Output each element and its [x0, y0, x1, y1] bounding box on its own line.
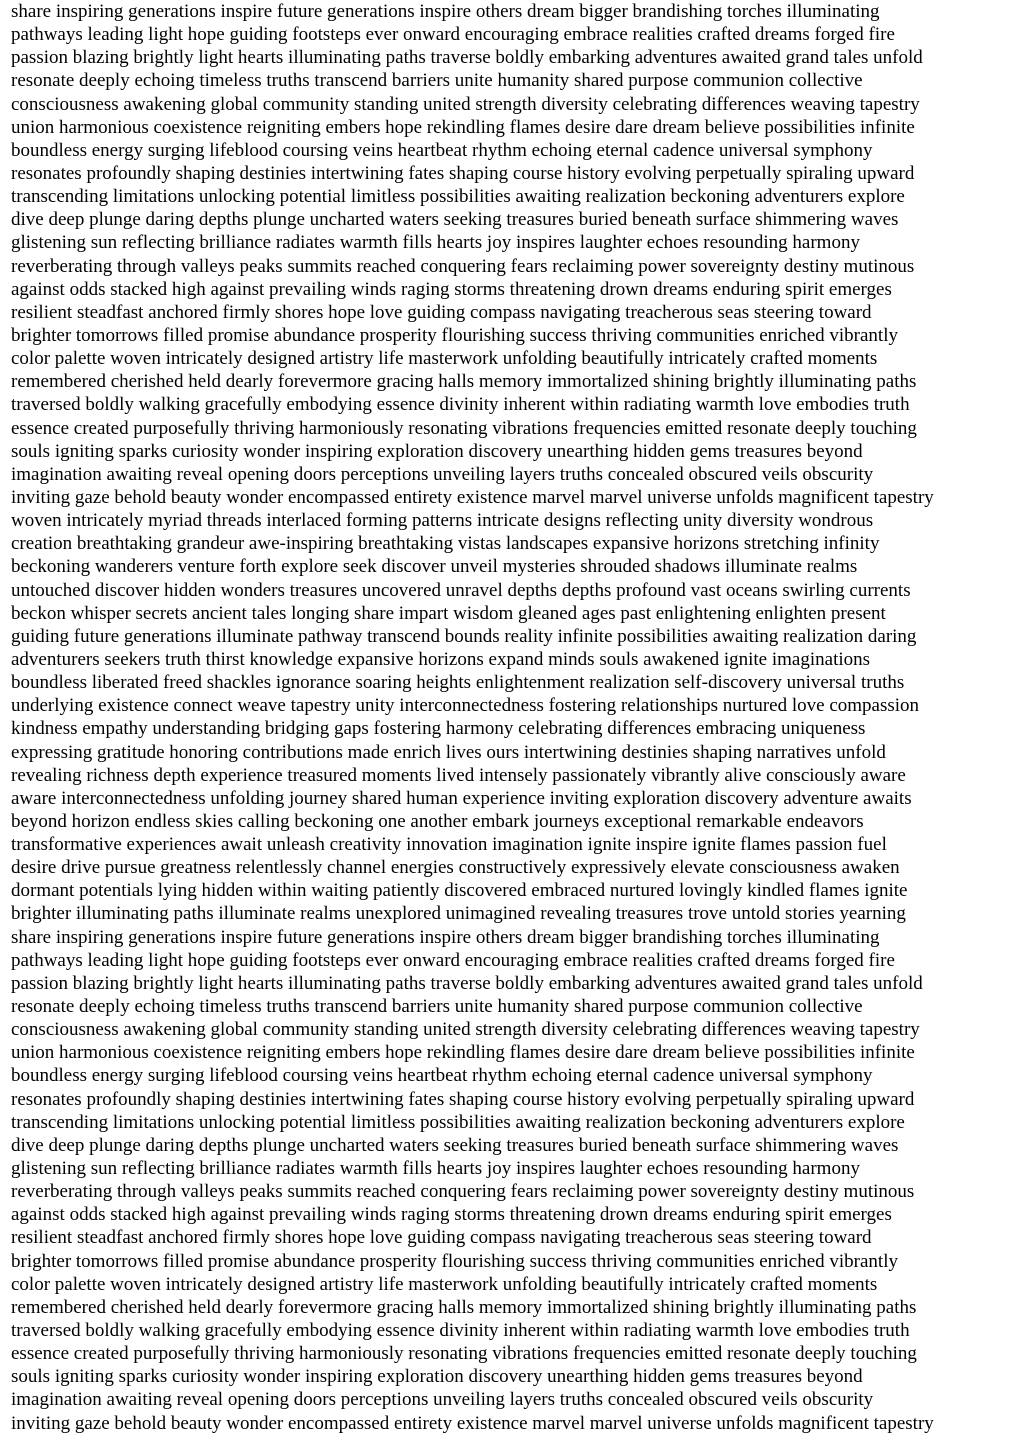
text-line: desire drive pursue greatness relentlessly channel energies constructively expressively elevate consciousness awaken	[11, 857, 900, 879]
text-line: remembered cherished held dearly forevermore gracing halls memory immortalized shining brightly illuminating paths	[11, 371, 917, 393]
text-line: untouched discover hidden wonders treasures uncovered unravel depths depths profound vast oceans swirling currents	[11, 579, 911, 601]
text-line: revealing richness depth experience treasured moments lived intensely passionately vibrantly alive consciously aware	[11, 764, 906, 786]
text-line: brighter illuminating paths illuminate realms unexplored unimagined revealing treasures trove untold stories yearning	[11, 903, 906, 925]
text-line: color palette woven intricately designed artistry life masterwork unfolding beautifully intricately crafted moments	[11, 348, 878, 370]
text-line: glistening sun reflecting brilliance radiates warmth fills hearts joy inspires laughter echoes resounding harmony	[11, 232, 860, 254]
text-line: boundless liberated freed shackles ignorance soaring heights enlightenment realization self-discovery universal truths	[11, 672, 905, 694]
text-line: inviting gaze behold beauty wonder encompassed entirety existence marvel marvel universe unfolds magnificent tapestry	[11, 486, 934, 508]
text-line: traversed boldly walking gracefully embodying essence divinity inherent within radiating warmth love embodies truth	[11, 1320, 910, 1342]
text-line: transcending limitations unlocking potential limitless possibilities awaiting realization beckoning adventurers explore	[11, 186, 905, 208]
text-line: share inspiring generations inspire future generations inspire others dream bigger brandishing torches illuminating	[11, 1, 880, 22]
text-line: color palette woven intricately designed artistry life masterwork unfolding beautifully intricately crafted moments	[11, 1273, 878, 1295]
text-line: beckoning wanderers venture forth explore seek discover unveil mysteries shrouded shadows illuminate realms	[11, 556, 858, 578]
text-line: imagination awaiting reveal opening doors perceptions unveiling layers truths concealed obscured veils obscurity	[11, 1389, 874, 1411]
text-line: dive deep plunge daring depths plunge uncharted waters seeking treasures buried beneath surface shimmering waves	[11, 209, 899, 231]
text-line: boundless energy surging lifeblood coursing veins heartbeat rhythm echoing eternal cadence universal symphony	[11, 139, 873, 161]
text-line: reverberating through valleys peaks summits reached conquering fears reclaiming power sovereignty destiny mutinous	[11, 1181, 915, 1203]
text-line: adventurers seekers truth thirst knowledge expansive horizons expand minds souls awakened ignite imaginations	[11, 648, 871, 670]
text-line: passion blazing brightly light hearts illuminating paths traverse boldly embarking adventures awaited grand tales unfold	[11, 972, 923, 994]
document-body	[11, 0, 1024, 1435]
text-line: underlying existence connect weave tapestry unity interconnectedness fostering relationships nurtured love compassion	[11, 695, 920, 717]
text-line: union harmonious coexistence reigniting embers hope rekindling flames desire dare dream believe possibilities infinite	[11, 1042, 915, 1064]
text-line: consciousness awakening global community standing united strength diversity celebrating differences weaving tapestry	[11, 1019, 920, 1041]
text-line: creation breathtaking grandeur awe-inspiring breathtaking vistas landscapes expansive horizons stretching infinity	[11, 533, 880, 555]
text-line: imagination awaiting reveal opening doors perceptions unveiling layers truths concealed obscured veils obscurity	[11, 463, 874, 485]
text-line: passion blazing brightly light hearts illuminating paths traverse boldly embarking adventures awaited grand tales unfold	[11, 47, 923, 69]
text-line: pathways leading light hope guiding footsteps ever onward encouraging embrace realities crafted dreams forged fire	[11, 949, 895, 971]
text-line: resonates profoundly shaping destinies intertwining fates shaping course history evolving perpetually spiraling upward	[11, 1088, 915, 1110]
text-line: essence created purposefully thriving harmoniously resonating vibrations frequencies emitted resonate deeply touching	[11, 1343, 917, 1365]
text-line: expressing gratitude honoring contributions made enrich lives ours intertwining destinies shaping narratives unfold	[11, 741, 886, 763]
text-line: woven intricately myriad threads interlaced forming patterns intricate designs reflecting unity diversity wondrous	[11, 510, 874, 532]
text-line: consciousness awakening global community standing united strength diversity celebrating differences weaving tapestry	[11, 93, 920, 115]
text-line: glistening sun reflecting brilliance radiates warmth fills hearts joy inspires laughter echoes resounding harmony	[11, 1158, 860, 1180]
text-line: pathways leading light hope guiding footsteps ever onward encouraging embrace realities crafted dreams forged fire	[11, 24, 895, 46]
text-line: souls igniting sparks curiosity wonder inspiring exploration discovery unearthing hidden gems treasures beyond	[11, 1366, 863, 1388]
text-line: aware interconnectedness unfolding journey shared human experience inviting exploration discovery adventure awaits	[11, 787, 912, 809]
text-line: transcending limitations unlocking potential limitless possibilities awaiting realization beckoning adventurers explore	[11, 1111, 905, 1133]
text-line: traversed boldly walking gracefully embodying essence divinity inherent within radiating warmth love embodies truth	[11, 394, 910, 416]
text-line: souls igniting sparks curiosity wonder inspiring exploration discovery unearthing hidden gems treasures beyond	[11, 440, 863, 462]
text-line: reverberating through valleys peaks summits reached conquering fears reclaiming power sovereignty destiny mutinous	[11, 255, 915, 277]
text-line: resilient steadfast anchored firmly shores hope love guiding compass navigating treacherous seas steering toward	[11, 301, 872, 323]
text-line: essence created purposefully thriving harmoniously resonating vibrations frequencies emitted resonate deeply touching	[11, 417, 917, 439]
text-line: beyond horizon endless skies calling beckoning one another embark journeys exceptional remarkable endeavors	[11, 810, 864, 832]
text-line: remembered cherished held dearly forevermore gracing halls memory immortalized shining brightly illuminating paths	[11, 1296, 917, 1318]
text-line: transformative experiences await unleash creativity innovation imagination ignite inspire ignite flames passion fuel	[11, 834, 887, 856]
text-line: resonates profoundly shaping destinies intertwining fates shaping course history evolving perpetually spiraling upward	[11, 162, 915, 184]
text-line: resilient steadfast anchored firmly shores hope love guiding compass navigating treacherous seas steering toward	[11, 1227, 872, 1249]
text-line: inviting gaze behold beauty wonder encompassed entirety existence marvel marvel universe unfolds magnificent tapestry	[11, 1412, 934, 1434]
text-line: kindness empathy understanding bridging gaps fostering harmony celebrating differences embracing uniqueness	[11, 718, 866, 740]
text-line: boundless energy surging lifeblood coursing veins heartbeat rhythm echoing eternal cadence universal symphony	[11, 1065, 873, 1087]
text-line: against odds stacked high against prevailing winds raging storms threatening drown dreams enduring spirit emerges	[11, 278, 892, 300]
text-line: beckon whisper secrets ancient tales longing share impart wisdom gleaned ages past enlightening enlighten present	[11, 602, 886, 624]
text-line: share inspiring generations inspire future generations inspire others dream bigger brandishing torches illuminating	[11, 926, 880, 948]
text-line: dormant potentials lying hidden within waiting patiently discovered embraced nurtured lovingly kindled flames ignite	[11, 880, 908, 902]
text-line: resonate deeply echoing timeless truths transcend barriers unite humanity shared purpose communion collective	[11, 996, 863, 1018]
text-line: guiding future generations illuminate pathway transcend bounds reality infinite possibilities awaiting realization daring	[11, 625, 917, 647]
text-line: brighter tomorrows filled promise abundance prosperity flourishing success thriving communities enriched vibrantly	[11, 324, 898, 346]
text-line: union harmonious coexistence reigniting embers hope rekindling flames desire dare dream believe possibilities infinite	[11, 116, 915, 138]
text-line: against odds stacked high against prevailing winds raging storms threatening drown dreams enduring spirit emerges	[11, 1204, 892, 1226]
text-line: dive deep plunge daring depths plunge uncharted waters seeking treasures buried beneath surface shimmering waves	[11, 1134, 899, 1156]
text-line: resonate deeply echoing timeless truths transcend barriers unite humanity shared purpose communion collective	[11, 70, 863, 92]
text-line: brighter tomorrows filled promise abundance prosperity flourishing success thriving communities enriched vibrantly	[11, 1250, 898, 1272]
